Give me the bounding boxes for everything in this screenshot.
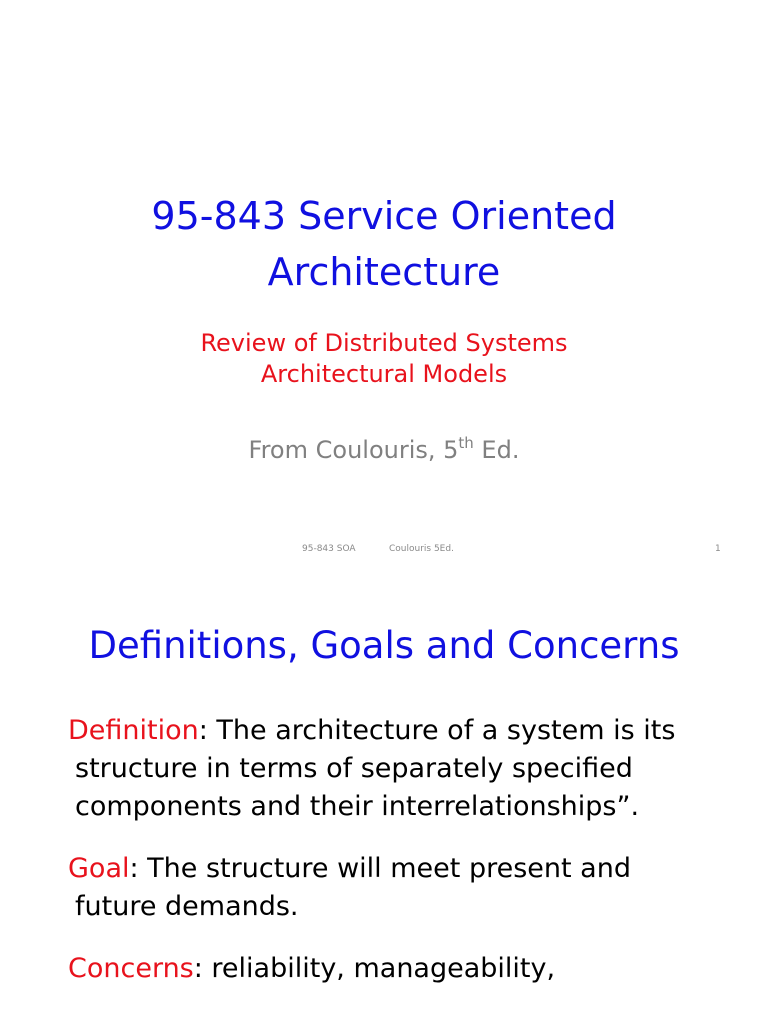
goal-term: Goal bbox=[68, 853, 130, 884]
goal-text-line-1: : The structure will meet present and bbox=[129, 853, 631, 884]
goal-text-line-2: future demands. bbox=[75, 891, 299, 922]
title-line-2: Architecture bbox=[267, 250, 501, 294]
source-superscript: th bbox=[458, 434, 474, 452]
concerns-term: Concerns bbox=[68, 953, 194, 984]
definition-term: Definition bbox=[68, 715, 199, 746]
definition-list bbox=[68, 712, 718, 1012]
concerns-text-line-1: : reliability, manageability, bbox=[193, 953, 556, 984]
slide-2-title: Definitions, Goals and Concerns bbox=[88, 624, 680, 667]
slide-1-subtitle bbox=[0, 328, 768, 390]
definition-text-line-3: components and their interrelationships”. bbox=[75, 791, 640, 822]
slide-1-title bbox=[0, 188, 768, 300]
source-note bbox=[0, 432, 768, 468]
footer-page-number: 1 bbox=[715, 544, 721, 554]
definition-item bbox=[68, 712, 718, 826]
subtitle-line-1: Review of Distributed Systems bbox=[200, 329, 568, 357]
source-prefix: From Coulouris, 5 bbox=[248, 436, 459, 464]
footer-source: Coulouris 5Ed. bbox=[389, 544, 454, 554]
subtitle-line-2: Architectural Models bbox=[260, 360, 508, 388]
definition-text-line-1: : The architecture of a system is its bbox=[198, 715, 676, 746]
definition-text-line-2: structure in terms of separately specified bbox=[75, 753, 633, 784]
title-line-1: 95-843 Service Oriented bbox=[151, 194, 617, 238]
slide-2 bbox=[0, 578, 768, 1024]
goal-item bbox=[68, 850, 718, 926]
footer-course: 95-843 SOA bbox=[302, 544, 356, 554]
source-suffix: Ed. bbox=[473, 436, 520, 464]
concerns-item bbox=[68, 950, 718, 988]
